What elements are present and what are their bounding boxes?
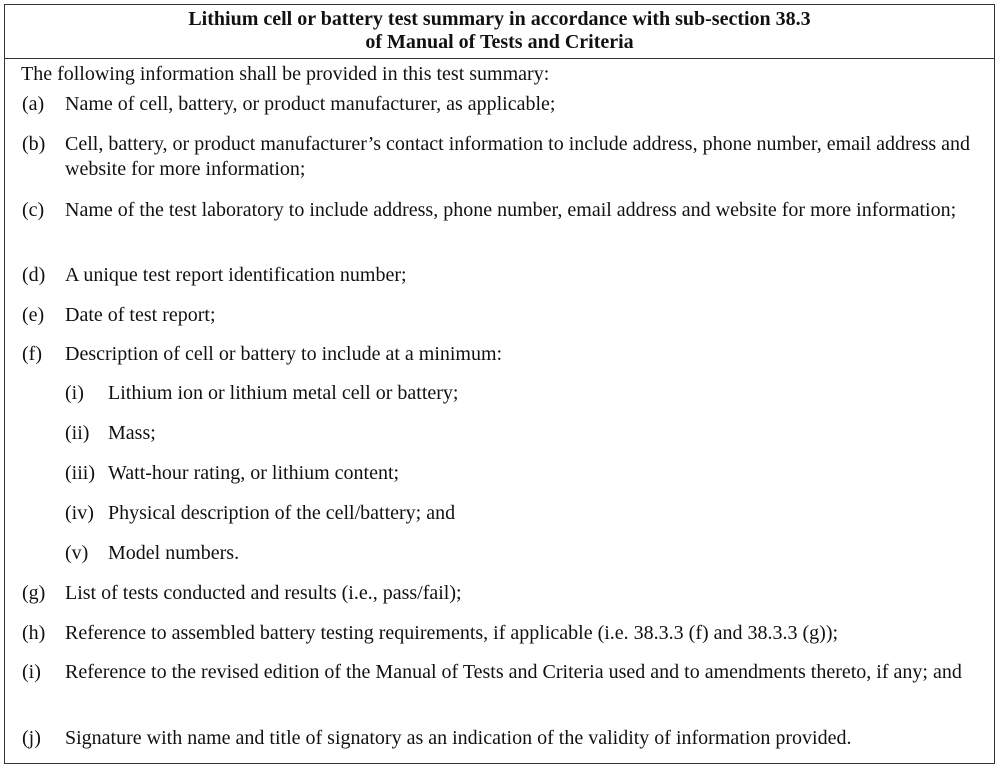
header-title-line-2: of Manual of Tests and Criteria: [365, 31, 634, 53]
sub-item-text: Model numbers.: [108, 542, 240, 564]
sub-item-marker: (iv): [65, 502, 94, 524]
intro-text: The following information shall be provided in this test summary:: [21, 63, 550, 85]
item-text: Reference to assembled battery testing requirements, if applicable (i.e. 38.3.3 (f) and 38.3.3 (g));: [65, 622, 839, 644]
sub-item-marker: (v): [65, 542, 89, 564]
item-text: A unique test report identification number;: [65, 264, 407, 286]
item-text: Description of cell or battery to include at a minimum:: [65, 343, 503, 365]
item-marker: (j): [22, 727, 41, 749]
item-marker: (c): [22, 199, 45, 221]
item-text: Signature with name and title of signatory as an indication of the validity of information provided.: [65, 727, 852, 749]
item-marker: (b): [22, 133, 46, 155]
sub-item-marker: (iii): [65, 462, 95, 484]
item-text: Cell, battery, or product manufacturer’s contact information to include address, phone number, email address and website for more information;: [65, 133, 971, 180]
sub-item-marker: (ii): [65, 422, 90, 444]
header-title-line-1: Lithium cell or battery test summary in accordance with sub-section 38.3: [188, 8, 811, 30]
item-marker: (a): [22, 93, 45, 115]
item-text: List of tests conducted and results (i.e., pass/fail);: [65, 582, 462, 604]
sub-item-text: Watt-hour rating, or lithium content;: [108, 462, 400, 484]
item-text: Name of the test laboratory to include address, phone number, email address and website for more information;: [65, 199, 957, 221]
item-marker: (g): [22, 582, 46, 604]
item-text: Date of test report;: [65, 304, 216, 326]
item-text: Name of cell, battery, or product manufacturer, as applicable;: [65, 93, 556, 115]
table-header: [5, 5, 994, 59]
item-text: Reference to the revised edition of the Manual of Tests and Criteria used and to amendments thereto, if any; and: [65, 661, 962, 683]
item-marker: (d): [22, 264, 46, 286]
item-marker: (f): [22, 343, 42, 365]
item-marker: (h): [22, 622, 46, 644]
sub-item-marker: (i): [65, 382, 84, 404]
item-marker: (i): [22, 661, 41, 683]
item-marker: (e): [22, 304, 45, 326]
sub-item-text: Mass;: [108, 422, 156, 444]
sub-item-text: Physical description of the cell/battery; and: [108, 502, 456, 524]
test-summary-table: [4, 4, 995, 764]
sub-item-text: Lithium ion or lithium metal cell or battery;: [108, 382, 459, 404]
